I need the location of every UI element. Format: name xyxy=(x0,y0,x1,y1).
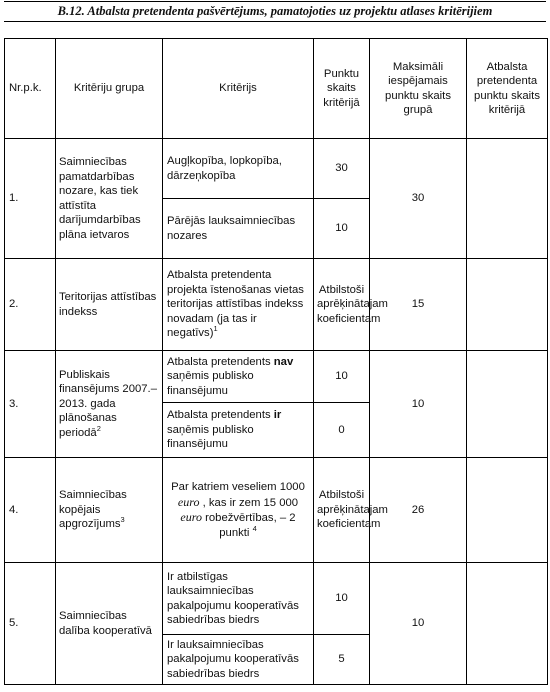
criterion-emphasis: nav xyxy=(273,355,294,368)
row-group xyxy=(56,351,163,458)
top-rule xyxy=(4,1,546,2)
criterion-text: saņēmis publisko finansējumu xyxy=(167,370,254,397)
header-group: Kritēriju grupa xyxy=(56,39,163,139)
criterion-cell xyxy=(163,351,314,403)
criterion-text: Atbalsta pretendenta projekta īstenošanas vietas teritorijas attīstības indekss novadam (ja tas ir negatīvs) xyxy=(167,269,304,340)
footnote-ref: 2 xyxy=(96,423,101,433)
points-cell: 5 xyxy=(314,635,370,685)
points-cell: 10 xyxy=(314,199,370,259)
criterion-text: Atbalsta pretendents xyxy=(167,355,274,368)
criterion-text: robežvērtības, – 2 punkti xyxy=(201,512,296,539)
criterion-text: saņēmis publisko finansējumu xyxy=(167,423,254,451)
max-points-cell: 10 xyxy=(370,351,467,458)
row-nr: 5. xyxy=(5,563,56,685)
title-rule xyxy=(4,21,546,22)
table-row xyxy=(5,458,548,563)
table-row xyxy=(5,139,548,199)
criterion-cell: Ir lauksaimniecības pakalpojumu kooperatīvās sabiedrības biedrs xyxy=(163,635,314,685)
criteria-table xyxy=(4,38,548,685)
criterion-cell xyxy=(163,403,314,458)
criterion-text: Atbalsta pretendents xyxy=(167,409,274,422)
row-nr: 2. xyxy=(5,259,56,351)
group-text: Publiskais finansējums 2007.–2013. gada plānošanas periodā xyxy=(59,368,157,439)
header-self: Atbalsta pretendenta punktu skaits kritērijā xyxy=(467,39,548,139)
max-points-cell: 10 xyxy=(370,563,467,685)
max-points-cell: 15 xyxy=(370,259,467,351)
self-score-cell[interactable] xyxy=(467,563,548,685)
self-score-cell[interactable] xyxy=(467,458,548,563)
self-score-cell[interactable] xyxy=(467,139,548,259)
row-group xyxy=(56,458,163,563)
criterion-cell: Augļkopība, lopkopība, dārzeņkopība xyxy=(163,139,314,199)
group-text: Saimniecības kopējais apgrozījums xyxy=(59,489,127,531)
row-group: Saimniecības pamatdarbības nozare, kas tiek attīstīta darījumdarbības plāna ietvaros xyxy=(56,139,163,259)
criterion-cell: Pārējās lauksaimniecības nozares xyxy=(163,199,314,259)
criterion-emphasis: ir xyxy=(273,409,282,422)
row-nr: 1. xyxy=(5,139,56,259)
criterion-cell xyxy=(163,458,314,563)
criterion-text: Par katriem veseliem 1000 xyxy=(171,481,305,493)
max-points-cell: 26 xyxy=(370,458,467,563)
points-cell: Atbilstoši aprēķinātajam koeficientam xyxy=(314,259,370,351)
footnote-ref: 3 xyxy=(120,515,125,525)
header-nr: Nr.p.k. xyxy=(5,39,56,139)
row-group: Saimniecības dalība kooperatīvā xyxy=(56,563,163,685)
footnote-ref: 1 xyxy=(213,324,218,334)
points-cell: 30 xyxy=(314,139,370,199)
footnote-ref: 4 xyxy=(252,523,257,533)
max-points-cell: 30 xyxy=(370,139,467,259)
header-max: Maksimāli iespējamais punktu skaits grupā xyxy=(370,39,467,139)
header-points: Punktu skaits kritērijā xyxy=(314,39,370,139)
row-nr: 4. xyxy=(5,458,56,563)
self-score-cell[interactable] xyxy=(467,259,548,351)
header-criterion: Kritērijs xyxy=(163,39,314,139)
criterion-cell: Ir atbilstīgas lauksaimniecības pakalpojumu kooperatīvās sabiedrības biedrs xyxy=(163,563,314,635)
currency-word: euro xyxy=(180,510,202,524)
self-score-cell[interactable] xyxy=(467,351,548,458)
points-cell: 10 xyxy=(314,351,370,403)
points-cell: Atbilstoši aprēķinātajam koeficientam xyxy=(314,458,370,563)
points-cell: 10 xyxy=(314,563,370,635)
row-group: Teritorijas attīstības indekss xyxy=(56,259,163,351)
table-row xyxy=(5,351,548,403)
points-cell: 0 xyxy=(314,403,370,458)
table-row xyxy=(5,563,548,635)
section-title: B.12. Atbalsta pretendenta pašvērtējums, pamatojoties uz projektu atlases kritērijiem xyxy=(57,4,493,18)
criterion-cell xyxy=(163,259,314,351)
header-row xyxy=(5,39,548,139)
currency-word: euro xyxy=(177,494,200,509)
criterion-text: , kas ir zem 15 000 xyxy=(199,496,299,509)
row-nr: 3. xyxy=(5,351,56,458)
table-row xyxy=(5,259,548,351)
